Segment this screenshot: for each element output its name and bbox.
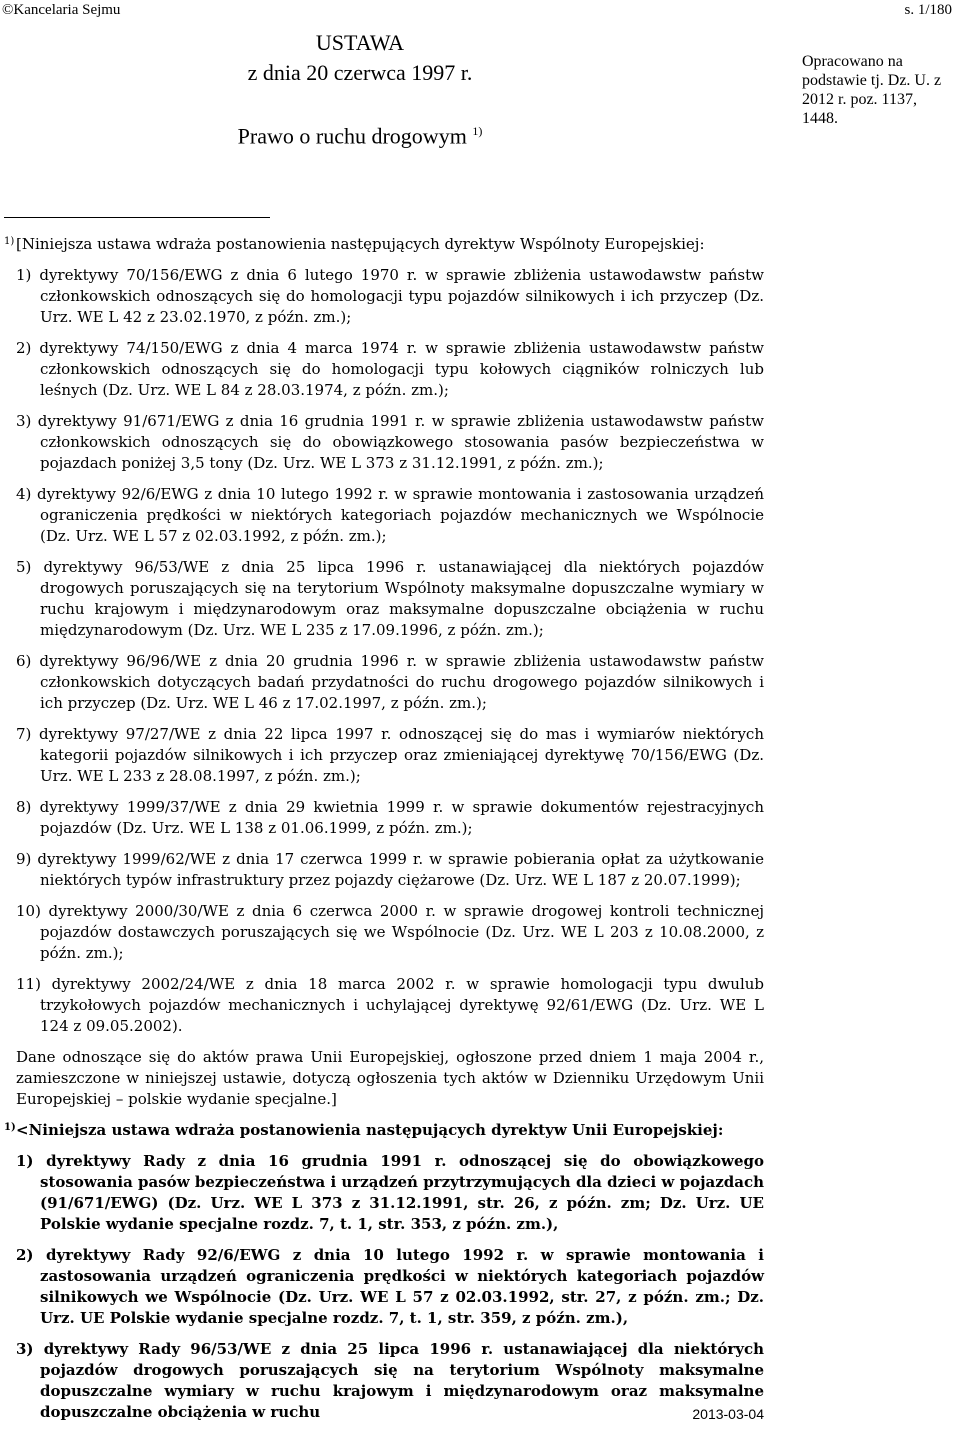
list-item: 11) dyrektywy 2002/24/WE z dnia 18 marca 2002 r. w sprawie homologacji typu dwulub trzykołowych pojazdów mechanicznych i uchylającej dyrektywę 92/61/EWG (Dz. Urz. WE L 124 z 09.05.2002). (16, 975, 764, 1035)
list-item: 9) dyrektywy 1999/62/WE z dnia 17 czerwca 1999 r. w sprawie pobierania opłat za użytkowanie niektórych typów infrastruktury przez pojazdy ciężarowe (Dz. Urz. WE L 187 z 20.07.1999); (16, 850, 764, 889)
act-date: z dnia 20 czerwca 1997 r. (247, 60, 473, 85)
header-page-number: s. 1/180 (904, 2, 952, 18)
footnote-new-intro-text: <Niniejsza ustawa wdraża postanowienia następujących dyrektyw Unii Europejskiej: (16, 1121, 724, 1139)
list-item: 8) dyrektywy 1999/37/WE z dnia 29 kwietnia 1999 r. w sprawie dokumentów rejestracyjnych pojazdów (Dz. Urz. WE L 138 z 01.06.1999, z późn. zm.); (16, 798, 764, 837)
list-item: 4) dyrektywy 92/6/EWG z dnia 10 lutego 1992 r. w sprawie montowania i zastosowania urządzeń ograniczenia prędkości w niektórych kategoriach pojazdów mechanicznych we Wspólnocie (Dz. Urz. WE L 57 z 02.03.1992, z późn. zm.); (16, 485, 764, 545)
footnote-old-closing: Dane odnoszące się do aktów prawa Unii Europejskiej, ogłoszone przed dniem 1 maja 2004 r., zamieszczone w niniejszej ustawie, dotyczą ogłoszenia tych aktów w Dzienniku Urzędowym Unii Europejskiej – polskie wydanie specjalne.] (16, 1048, 764, 1108)
footer-date: 2013-03-04 (692, 1406, 764, 1422)
footnote-old-intro-text: [Niniejsza ustawa wdraża postanowienia następujących dyrektyw Wspólnoty Europejskiej: (16, 235, 705, 253)
list-item: 1) dyrektywy 70/156/EWG z dnia 6 lutego 1970 r. w sprawie zbliżenia ustawodawstw państw członkowskich odnoszących się do homologacji typu pojazdów silnikowych i ich przyczep (Dz. Urz. WE L 42 z 23.02.1970, z późn. zm.); (16, 266, 764, 326)
list-item: 1) dyrektywy Rady z dnia 16 grudnia 1991 r. odnoszącej się do obowiązkowego stosowania pasów bezpieczeństwa i urządzeń przytrzymujących dla dzieci w pojazdach (91/671/EWG) (Dz. Urz. WE L 373 z 31.12.1991, str. 26, z późn. zm; Dz. Urz. UE Polskie wydanie specjalne rozdz. 7, t. 1, str. 353, z późn. zm.), (16, 1152, 764, 1233)
footnote-mark: 1) (4, 236, 15, 247)
footnote-new-intro (0, 1120, 764, 1141)
act-name (190, 116, 530, 151)
list-item: 2) dyrektywy 74/150/EWG z dnia 4 marca 1974 r. w sprawie zbliżenia ustawodawstw państw członkowskich odnoszących się do homologacji typu kołowych ciągników rolniczych lub leśnych (Dz. Urz. WE L 84 z 28.03.1974, z późn. zm.); (16, 339, 764, 399)
list-item: 2) dyrektywy Rady 92/6/EWG z dnia 10 lutego 1992 r. w sprawie montowania i zastosowania urządzeń ograniczenia prędkości w niektórych kategoriach pojazdów silnikowych we Wspólnocie (Dz. Urz. WE L 57 z 02.03.1992, str. 27, z późn. zm.; Dz. Urz. UE Polskie wydanie specjalne rozdz. 7, t. 1, str. 359, z późn. zm.), (16, 1246, 764, 1327)
list-item: 3) dyrektywy Rady 96/53/WE z dnia 25 lipca 1996 r. ustanawiającej dla niektórych pojazdów drogowych poruszających się na terytorium Wspólnoty maksymalne dopuszczalne wymiary w ruchu krajowym i międzynarodowym oraz maksymalne dopuszczalne obciążenia w ruchu (16, 1340, 764, 1421)
list-item: 10) dyrektywy 2000/30/WE z dnia 6 czerwca 2000 r. w sprawie drogowej kontroli technicznej pojazdów dostawczych poruszających się we Wspólnocie (Dz. Urz. WE L 203 z 10.08.2000, z późn. zm.); (16, 902, 764, 962)
footnote-old-intro (0, 234, 764, 255)
footnote-mark: 1) (4, 1122, 16, 1133)
act-name-text: Prawo o ruchu drogowym (237, 123, 467, 149)
footnotes (0, 234, 960, 1433)
list-item: 5) dyrektywy 96/53/WE z dnia 25 lipca 1996 r. ustanawiającej dla niektórych pojazdów drogowych poruszających się na terytorium Wspólnoty maksymalne dopuszczalne wymiary w ruchu krajowym i międzynarodowym oraz maksymalne dopuszczalne obciążenia w ruchu międzynarodowym (Dz. Urz. WE L 235 z 17.09.1996, z późn. zm.); (16, 558, 764, 639)
header-publisher: ©Kancelaria Sejmu (2, 2, 121, 18)
footnote-ref[interactable]: 1) (472, 124, 483, 138)
list-item: 3) dyrektywy 91/671/EWG z dnia 16 grudnia 1991 r. w sprawie zbliżenia ustawodawstw państw członkowskich odnoszących się do obowiązkowego stosowania pasów bezpieczeństwa w pojazdach poniżej 3,5 tony (Dz. Urz. WE L 373 z 31.12.1991, z późn. zm.); (16, 412, 764, 472)
consolidation-note: Opracowano na podstawie tj. Dz. U. z 2012 r. poz. 1137, 1448. (802, 53, 942, 127)
act-title (190, 28, 530, 151)
footnote-separator (4, 217, 270, 218)
list-item: 7) dyrektywy 97/27/WE z dnia 22 lipca 1997 r. odnoszącej się do mas i wymiarów niektórych kategorii pojazdów silnikowych i ich przyczep oraz zmieniającej dyrektywę 70/156/EWG (Dz. Urz. WE L 233 z 28.08.1997, z późn. zm.); (16, 725, 764, 785)
list-item: 6) dyrektywy 96/96/WE z dnia 20 grudnia 1996 r. w sprawie zbliżenia ustawodawstw państw członkowskich dotyczących badań przydatności do ruchu drogowego pojazdów silnikowych i ich przyczep (Dz. Urz. WE L 46 z 17.02.1997, z późn. zm.); (16, 652, 764, 712)
act-type: USTAWA (315, 30, 405, 55)
